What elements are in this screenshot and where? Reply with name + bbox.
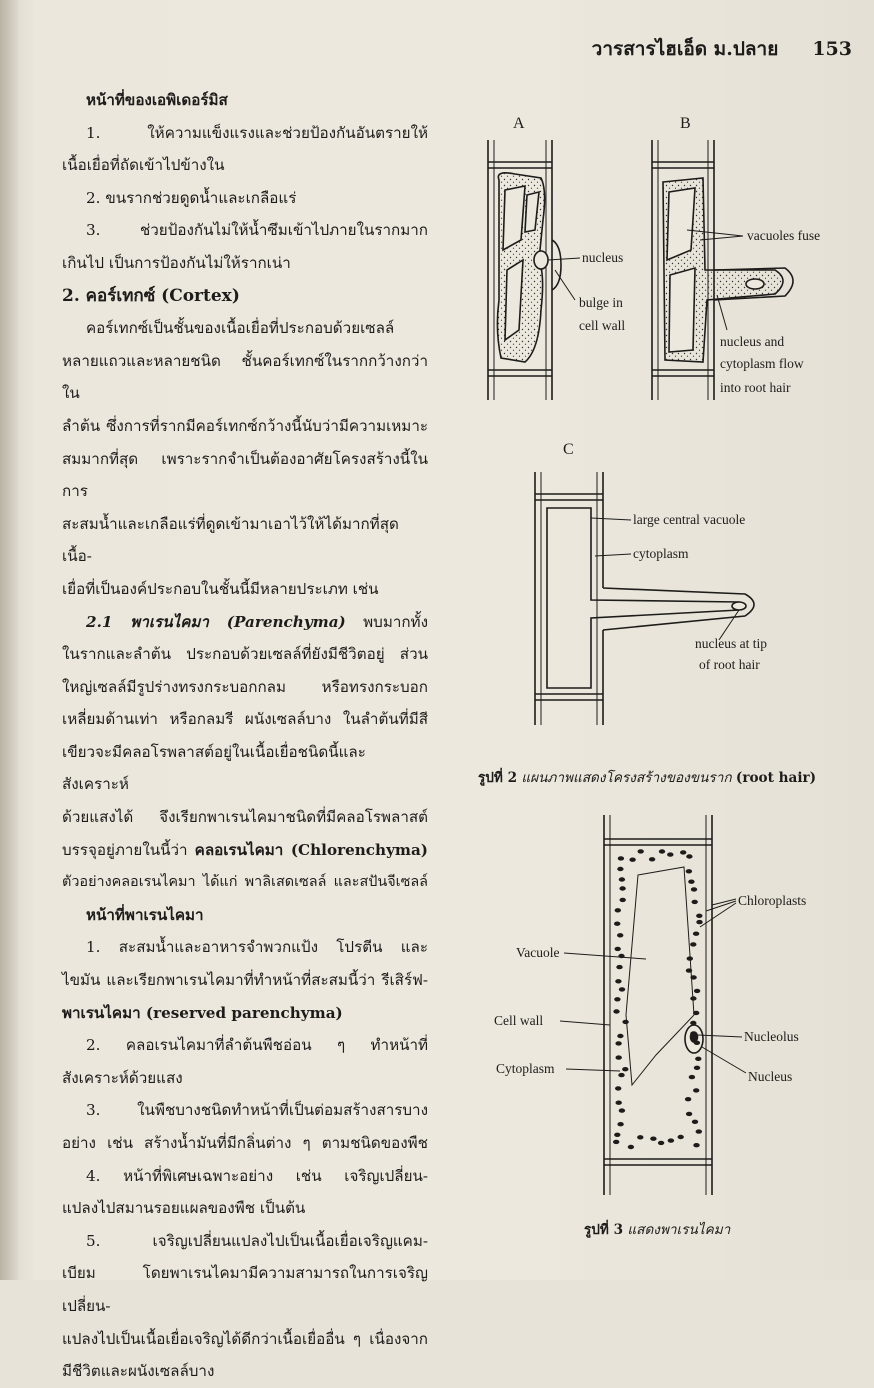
chloroplast bbox=[690, 996, 696, 1000]
epidermis-item-2: 2. ขนรากช่วยดูดน้ำและเกลือแร่ bbox=[86, 188, 297, 207]
panel-a-label: A bbox=[513, 115, 525, 132]
function-item-3: 3. ในพืชบางชนิดทำหน้าที่เป็นต่อมสร้างสารบาง bbox=[86, 1101, 428, 1120]
parenchyma-line: ด้วยแสงได้ จึงเรียกพาเรนไคมาชนิดที่มีคลอโรพลาสต์ bbox=[62, 808, 428, 827]
panel-c-nucleus bbox=[732, 602, 746, 610]
panel-a-bulge bbox=[552, 240, 561, 290]
label-nucleus: nucleus bbox=[582, 250, 624, 265]
parenchyma-line: เขียวจะมีคลอโรพลาสต์อยู่ในเนื้อเยื่อชนิดนี้และสังเคราะห์ bbox=[62, 742, 366, 794]
label-tip-1: nucleus at tip bbox=[695, 636, 767, 651]
function-item-1-term: พาเรนไคมา (reserved parenchyma) bbox=[62, 1003, 343, 1022]
panel-a-nucleus bbox=[534, 251, 548, 269]
figure-3-parenchyma-diagram bbox=[480, 815, 860, 1205]
label-cell-wall: Cell wall bbox=[494, 1013, 544, 1028]
label-nucleus-fig3: Nucleus bbox=[748, 1069, 793, 1084]
chloroplast bbox=[685, 1097, 691, 1101]
chloroplast bbox=[695, 1057, 701, 1061]
function-item-1-cont: ไขมัน และเรียกพาเรนไคมาที่ทำหน้าที่สะสมนี้ว่า รีเสิร์ฟ- bbox=[62, 971, 428, 990]
chloroplast-group bbox=[613, 849, 703, 1149]
chloroplast bbox=[617, 867, 623, 871]
chloroplast bbox=[619, 987, 625, 991]
function-item-2: 2. คลอเรนไคมาที่ลำต้นพืชอ่อน ๆ ทำหน้าที่ bbox=[86, 1036, 428, 1055]
label-cytoplasm-fig3: Cytoplasm bbox=[496, 1061, 555, 1076]
chloroplast bbox=[694, 989, 700, 993]
label-flow-3: into root hair bbox=[720, 380, 791, 395]
panel-c-cross-walls bbox=[535, 494, 603, 700]
figure-2-root-hair-diagram bbox=[455, 100, 865, 740]
label-central-vacuole: large central vacuole bbox=[633, 512, 746, 527]
chloroplast bbox=[614, 1133, 620, 1137]
chloroplast bbox=[692, 900, 698, 904]
chloroplast bbox=[615, 1086, 621, 1090]
function-item-5-cont: แปลงไปเป็นเนื้อเยื่อเจริญได้ดีกว่าเนื้อเยื่ออื่น ๆ เนื่องจาก bbox=[62, 1329, 428, 1348]
chloroplast bbox=[667, 852, 673, 856]
cortex-line: สมมากที่สุด เพราะรากจำเป็นต้องอาศัยโครงสร้างนี้ในการ bbox=[62, 449, 428, 501]
chloroplast bbox=[650, 1137, 656, 1141]
label-vacuoles-fuse: vacuoles fuse bbox=[747, 228, 821, 243]
label-bulge-1: bulge in bbox=[579, 295, 623, 310]
label-tip-2: of root hair bbox=[699, 657, 760, 672]
epidermis-heading: หน้าที่ของเอพิเดอร์มิส bbox=[86, 91, 228, 109]
chloroplast bbox=[617, 1122, 623, 1126]
panel-c-inner-walls bbox=[541, 472, 597, 725]
chloroplast bbox=[693, 1011, 699, 1015]
chloroplast bbox=[615, 908, 621, 912]
panel-c-walls bbox=[535, 472, 603, 725]
chloroplast bbox=[694, 1066, 700, 1070]
epidermis-item-3: 3. ช่วยป้องกันไม่ให้น้ำซึมเข้าไปภายในรากมาก bbox=[86, 221, 428, 240]
cortex-line: เยื่อที่เป็นองค์ประกอบในชั้นนี้มีหลายประเภท เช่น bbox=[62, 579, 379, 598]
chloroplast bbox=[686, 1112, 692, 1116]
cortex-line: ลำต้น ซึ่งการที่รากมีคอร์เทกซ์กว้างนี้นับว่ามีความเหมาะ bbox=[62, 416, 428, 435]
function-item-5: 5. เจริญเปลี่ยนแปลงไปเป็นเนื้อเยื่อเจริญแคม- bbox=[86, 1231, 428, 1250]
chlorenchyma-prefix: บรรจุอยู่ภายในนี้ว่า bbox=[62, 840, 195, 859]
chloroplast bbox=[638, 849, 644, 853]
chloroplast bbox=[629, 858, 635, 862]
figure-2-caption-text: แผนภาพแสดงโครงสร้างของขนราก bbox=[517, 770, 736, 786]
label-flow-2: cytoplasm flow bbox=[720, 356, 804, 371]
parenchyma-function-heading: หน้าที่พาเรนไคมา bbox=[86, 905, 204, 924]
label-vacuole: Vacuole bbox=[516, 945, 560, 960]
parenchyma-line: เหลี่ยมด้านเท่า หรือกลมรี ผนังเซลล์บาง ในลำต้นที่มีสี bbox=[62, 710, 428, 729]
chloroplast bbox=[614, 997, 620, 1001]
chloroplast bbox=[691, 887, 697, 891]
cortex-line: หลายแถวและหลายชนิด ชั้นคอร์เทกซ์ในรากกว้างกว่าใน bbox=[62, 351, 428, 403]
chloroplast bbox=[693, 1088, 699, 1092]
text-column bbox=[62, 84, 428, 1388]
figure-2-number: รูปที่ 2 bbox=[478, 770, 518, 786]
label-chloroplasts: Chloroplasts bbox=[738, 893, 807, 908]
chloroplast bbox=[696, 920, 702, 924]
figure-3-caption bbox=[584, 1218, 730, 1240]
function-item-2-cont: สังเคราะห์ด้วยแสง bbox=[62, 1068, 183, 1087]
chloroplast bbox=[690, 942, 696, 946]
chloroplast bbox=[618, 1073, 624, 1077]
chlorenchyma-example: ตัวอย่างคลอเรนไคมา ได้แก่ พาลิเสดเซลล์ และสปันจีเซลล์ bbox=[62, 874, 428, 891]
figure-2-caption-en: (root hair) bbox=[735, 770, 817, 786]
label-cytoplasm: cytoplasm bbox=[633, 546, 689, 561]
chloroplast bbox=[658, 1141, 664, 1145]
parenchyma-title-line bbox=[62, 606, 428, 639]
chloroplast bbox=[619, 1108, 625, 1112]
panel-b-nucleus bbox=[746, 279, 764, 289]
label-bulge-2: cell wall bbox=[579, 318, 626, 333]
chloroplast bbox=[696, 914, 702, 918]
chloroplast bbox=[686, 968, 692, 972]
chloroplast bbox=[690, 1031, 696, 1035]
chloroplast bbox=[686, 869, 692, 873]
panel-c-root-hair bbox=[603, 588, 754, 630]
function-item-1: 1. สะสมน้ำและอาหารจำพวกแป้ง โปรตีน และ bbox=[86, 938, 428, 957]
cortex-heading: 2. คอร์เทกซ์ (Cortex) bbox=[62, 285, 240, 306]
chloroplast bbox=[668, 1138, 674, 1142]
chloroplast bbox=[649, 857, 655, 861]
function-item-3-cont: อย่าง เช่น สร้างน้ำมันที่มีกลิ่นต่าง ๆ ตามชนิดของพืช bbox=[62, 1134, 428, 1152]
page-number: 153 bbox=[812, 38, 852, 60]
chloroplast bbox=[696, 1129, 702, 1133]
chloroplast bbox=[614, 922, 620, 926]
chloroplast bbox=[678, 1135, 684, 1139]
chloroplast bbox=[693, 1143, 699, 1147]
chloroplast bbox=[617, 1034, 623, 1038]
label-nucleolus: Nucleolus bbox=[744, 1029, 799, 1044]
parenchyma-title: 2.1 พาเรนไคมา (Parenchyma) bbox=[86, 612, 346, 631]
chlorenchyma-term: คลอเรนไคมา (Chlorenchyma) bbox=[194, 840, 428, 859]
panel-c-label: C bbox=[563, 441, 574, 458]
chloroplast bbox=[616, 1101, 622, 1105]
panel-c-leader-lines bbox=[591, 518, 739, 640]
chlorenchyma-line bbox=[62, 834, 428, 867]
chloroplast bbox=[619, 886, 625, 890]
epidermis-item-3-cont: เกินไป เป็นการป้องกันไม่ให้รากเน่า bbox=[62, 253, 291, 272]
parenchyma-title-rest: พบมากทั้ง bbox=[345, 612, 428, 631]
chloroplast bbox=[617, 933, 623, 937]
chloroplast bbox=[616, 965, 622, 969]
running-header bbox=[592, 34, 852, 64]
function-item-4: 4. หน้าที่พิเศษเฉพาะอย่าง เช่น เจริญเปลี่ยน- bbox=[86, 1166, 428, 1185]
chloroplast bbox=[637, 1135, 643, 1139]
chloroplast bbox=[622, 1067, 628, 1071]
chloroplast bbox=[622, 1020, 628, 1024]
chloroplast bbox=[618, 954, 624, 958]
chloroplast bbox=[628, 1145, 634, 1149]
figure-3-leader-lines bbox=[560, 899, 746, 1073]
chloroplast bbox=[688, 880, 694, 884]
chloroplast bbox=[620, 898, 626, 902]
figure-2-caption bbox=[478, 766, 816, 788]
chloroplast bbox=[618, 856, 624, 860]
label-flow-1: nucleus and bbox=[720, 334, 785, 349]
epidermis-item-1: 1. ให้ความแข็งแรงและช่วยป้องกันอันตรายให้ bbox=[86, 123, 428, 142]
chloroplast bbox=[689, 1075, 695, 1079]
chloroplast bbox=[615, 1041, 621, 1045]
chloroplast bbox=[690, 1021, 696, 1025]
chloroplast bbox=[693, 932, 699, 936]
panel-b-label: B bbox=[680, 115, 691, 132]
chloroplast bbox=[613, 1140, 619, 1144]
chloroplast bbox=[613, 1009, 619, 1013]
cortex-line: สะสมน้ำและเกลือแร่ที่ดูดเข้ามาเอาไว้ให้ได้มากที่สุด เนื้อ- bbox=[62, 514, 399, 566]
function-item-5-cont: มีชีวิตและผนังเซลล์บาง bbox=[62, 1362, 215, 1381]
figure-3-caption-text: แสดงพาเรนไคมา bbox=[623, 1222, 731, 1238]
book-gutter bbox=[0, 0, 18, 1280]
chloroplast bbox=[616, 1055, 622, 1059]
parenchyma-line: ใหญ่เซลล์มีรูปร่างทรงกระบอกกลม หรือทรงกระบอก bbox=[62, 677, 428, 696]
chloroplast bbox=[692, 1120, 698, 1124]
epidermis-item-1-cont: เนื้อเยื่อที่ถัดเข้าไปข้างใน bbox=[62, 156, 225, 175]
chloroplast bbox=[687, 956, 693, 960]
cortex-line: คอร์เทกซ์เป็นชั้นของเนื้อเยื่อที่ประกอบด้วยเซลล์ bbox=[86, 319, 395, 338]
chloroplast bbox=[686, 854, 692, 858]
chloroplast bbox=[659, 849, 665, 853]
chloroplast bbox=[680, 850, 686, 854]
chloroplast bbox=[619, 877, 625, 881]
vacuole-outline bbox=[626, 867, 694, 1085]
figure-3-number: รูปที่ 3 bbox=[584, 1222, 624, 1238]
chloroplast bbox=[694, 1041, 700, 1045]
journal-title: วารสารไฮเอ็ด ม.ปลาย bbox=[591, 38, 779, 60]
chloroplast bbox=[690, 975, 696, 979]
parenchyma-line: ในรากและลำต้น ประกอบด้วยเซลล์ที่ยังมีชีวิตอยู่ ส่วน bbox=[62, 645, 428, 664]
chloroplast bbox=[615, 947, 621, 951]
function-item-5-cont: เบียม โดยพาเรนไคมามีความสามารถในการเจริญเปลี่ยน- bbox=[62, 1264, 428, 1315]
function-item-4-cont: แปลงไปสมานรอยแผลของพืช เป็นต้น bbox=[62, 1199, 306, 1218]
chloroplast bbox=[615, 979, 621, 983]
